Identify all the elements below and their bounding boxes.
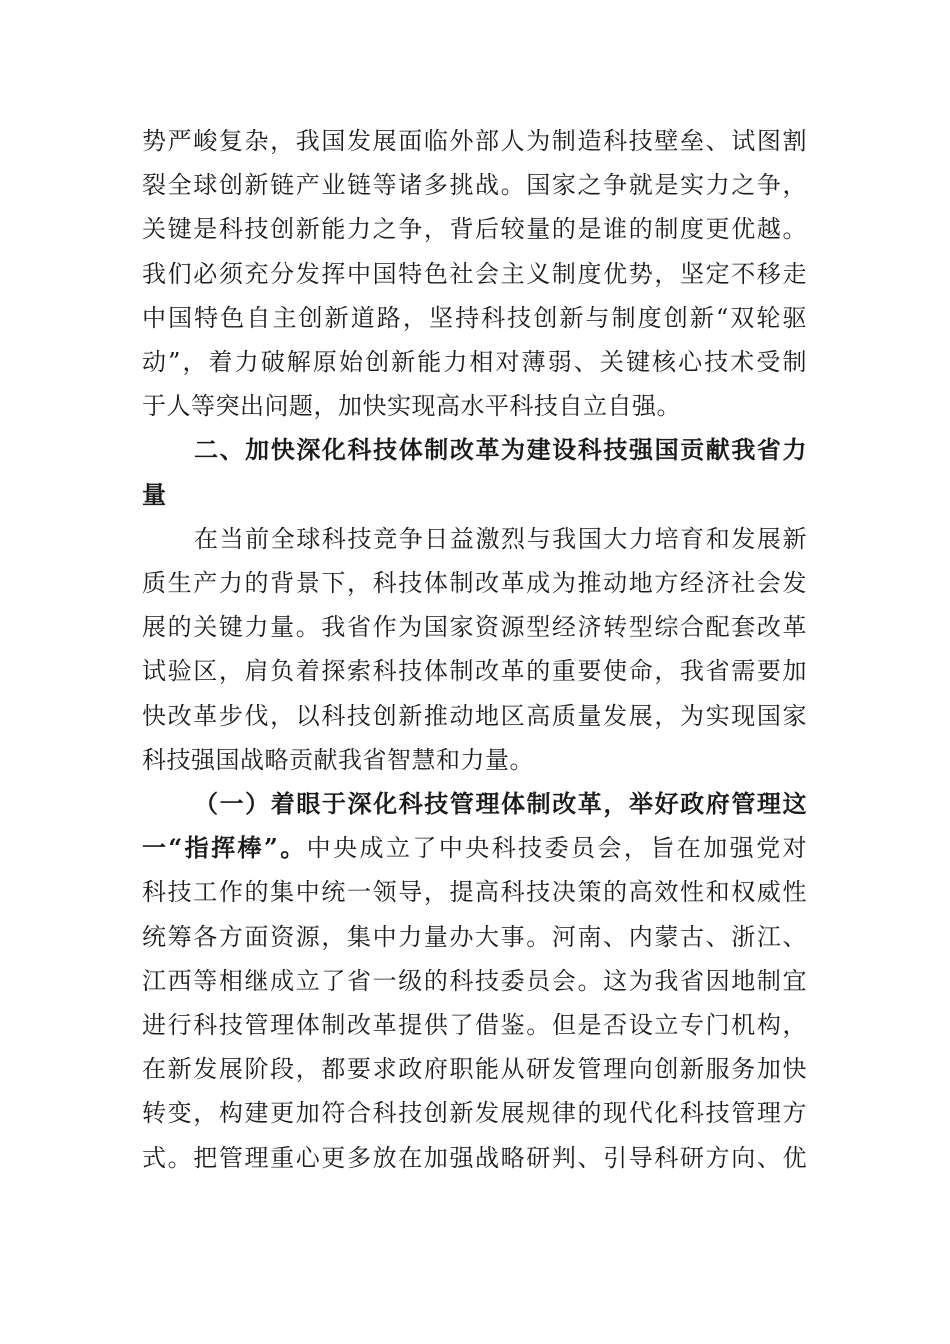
text-line: 江西等相继成立了省一级的科技委员会。这为我省因地制宜 xyxy=(142,966,807,995)
text-line: 式。把管理重心更多放在加强战略研判、引导科研方向、优 xyxy=(142,1143,807,1172)
subheading-line: （一）着眼于深化科技管理体制改革，举好政府管理这 xyxy=(194,789,807,819)
text-line xyxy=(142,826,807,870)
text-line: 在新发展阶段，都要求政府职能从研发管理向创新服务加快 xyxy=(142,1055,807,1084)
text-line: 进行科技管理体制改革提供了借鉴。但是否设立专门机构， xyxy=(142,1011,807,1040)
text-line: 于人等突出问题，加快实现高水平科技自立自强。 xyxy=(142,392,681,421)
paragraph-subsection-1 xyxy=(142,782,807,1180)
text-line: 裂全球创新链产业链等诸多挑战。国家之争就是实力之争， xyxy=(142,171,807,200)
text-line: 科技工作的集中统一领导，提高科技决策的高效性和权威性 xyxy=(142,878,807,907)
text-line: 中国特色自主创新道路，坚持科技创新与制度创新“双轮驱 xyxy=(142,303,807,332)
paragraph-intro-continued xyxy=(142,119,807,428)
text-line: 质生产力的背景下，科技体制改革成为推动地方经济社会发 xyxy=(142,569,807,598)
paragraph-section-2-intro xyxy=(142,517,807,782)
document-body xyxy=(142,119,807,1180)
text-line: 统筹各方面资源，集中力量办大事。河南、内蒙古、浙江、 xyxy=(142,922,807,951)
heading-line: 二、加快深化科技体制改革为建设科技强国贡献我省力 xyxy=(194,436,807,465)
text-line: 展的关键力量。我省作为国家资源型经济转型综合配套改革 xyxy=(142,613,807,642)
text-line: 动”，着力破解原始创新能力相对薄弱、关键核心技术受制 xyxy=(142,348,807,377)
text-line: 快改革步伐，以科技创新推动地区高质量发展，为实现国家 xyxy=(142,701,807,730)
text-line: 转变，构建更加符合科技创新发展规律的现代化科技管理方 xyxy=(142,1099,807,1128)
text-line: 在当前全球科技竞争日益激烈与我国大力培育和发展新 xyxy=(194,524,807,553)
text-line: 势严峻复杂，我国发展面临外部人为制造科技壁垒、试图割 xyxy=(142,127,807,155)
text-line: 试验区，肩负着探索科技体制改革的重要使命，我省需要加 xyxy=(142,657,807,686)
text-line: 我们必须充分发挥中国特色社会主义制度优势，坚定不移走 xyxy=(142,259,807,288)
section-heading-2 xyxy=(142,428,807,516)
text-segment: 中央成立了中央科技委员会，旨在加强党对 xyxy=(306,834,808,863)
text-line: 关键是科技创新能力之争，背后较量的是谁的制度更优越。 xyxy=(142,215,807,244)
subheading-tail: 一“指挥棒”。 xyxy=(142,833,307,863)
text-line: 科技强国战略贡献我省智慧和力量。 xyxy=(142,745,534,774)
heading-line: 量 xyxy=(142,480,167,509)
